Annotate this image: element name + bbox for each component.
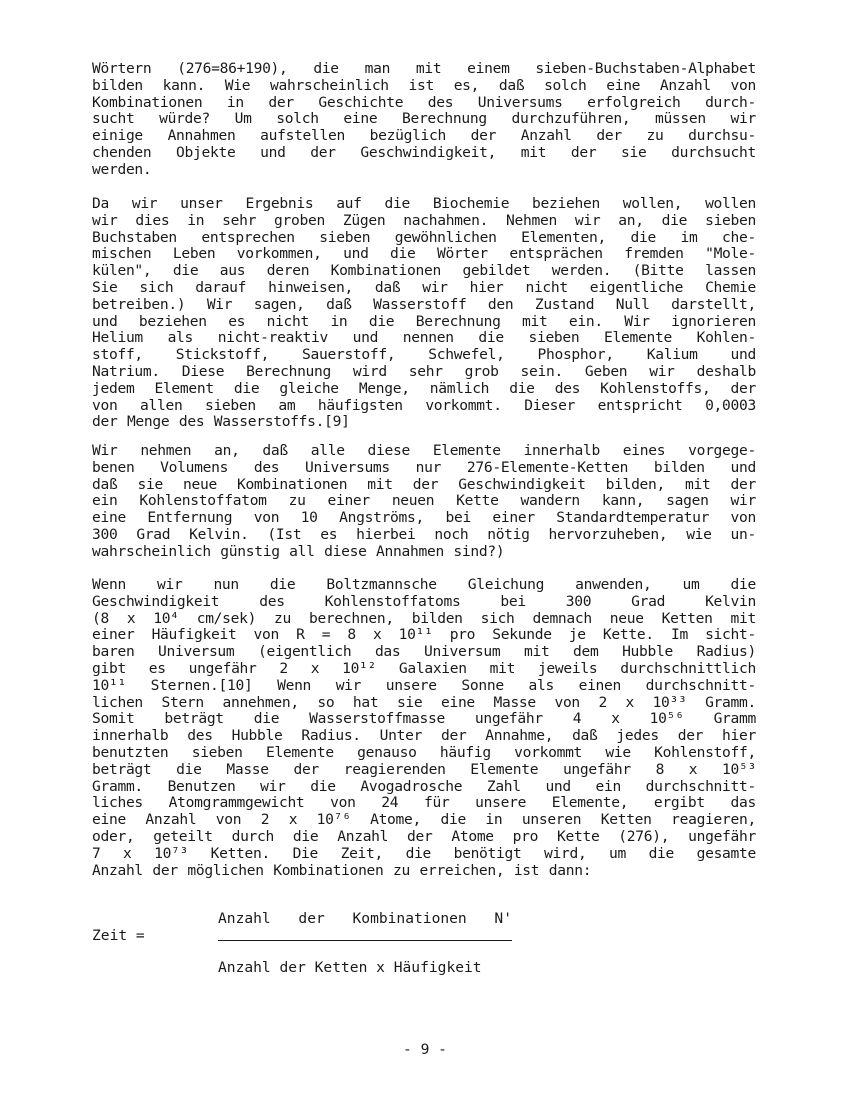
text-line: Helium als nicht-reaktiv und nennen die sieben Elemente Kohlen- — [92, 329, 756, 347]
text-line: einer Häufigkeit von R = 8 x 10¹¹ pro Sekunde je Kette. Im sicht- — [92, 626, 756, 644]
text-line: Natrium. Diese Berechnung wird sehr grob sein. Geben wir deshalb — [92, 362, 756, 380]
text-line: mischen Leben vorkommen, und die Wörter entsprächen fremden "Mole- — [92, 245, 756, 263]
text-line: (8 x 10⁴ cm/sek) zu berechnen, bilden sich demnach neue Ketten mit — [92, 609, 756, 627]
text-line: Da wir unser Ergebnis auf die Biochemie beziehen wollen, wollen — [92, 195, 756, 212]
text-line: Kombinationen in der Geschichte des Universums erfolgreich durch- — [92, 93, 756, 111]
text-line: beträgt die Masse der reagierenden Elemente ungefähr 8 x 10⁵³ — [92, 760, 756, 778]
formula-label: Zeit = — [92, 927, 145, 944]
text-line: gibt es ungefähr 2 x 10¹² Galaxien mit jeweils durchschnittlich — [92, 659, 756, 677]
text-line: wir dies in sehr groben Zügen nachahmen. Nehmen wir an, die sieben — [92, 211, 756, 229]
text-line: oder, geteilt durch die Anzahl der Atome pro Kette (276), ungefähr — [92, 827, 756, 845]
fraction-rule — [218, 940, 512, 941]
text-line: baren Universum (eigentlich das Universum mit dem Hubble Radius) — [92, 643, 756, 661]
paragraph-boltzmann — [92, 577, 756, 879]
text-line: Wenn wir nun die Boltzmannsche Gleichung anwenden, um die — [92, 576, 756, 593]
text-line: külen", die aus deren Kombinationen gebildet werden. (Bitte lassen — [92, 262, 756, 280]
text-line: Anzahl der möglichen Kombinationen zu erreichen, ist dann: — [92, 861, 592, 879]
text-line: jedem Element die gleiche Menge, nämlich die des Kohlenstoffs, der — [92, 379, 756, 397]
text-line: daß sie neue Kombinationen mit der Geschwindigkeit bilden, mit der — [92, 475, 756, 493]
text-line: innerhalb des Hubble Radius. Unter der Annahme, daß jedes der hier — [92, 727, 756, 745]
text-line: eine Entfernung von 10 Angströms, bei einer Standardtemperatur von — [92, 509, 756, 527]
paragraph-biochemistry — [92, 196, 756, 431]
formula-numerator: Anzahl der Kombinationen N' — [218, 910, 512, 927]
text-line: benen Volumens des Universums nur 276-Elemente-Ketten bilden und — [92, 458, 756, 476]
text-line: sucht würde? Um solch eine Berechnung durchzuführen, müssen wir — [92, 110, 756, 128]
text-line: Gramm. Benutzen wir die Avogadrosche Zahl und ein durchschnitt- — [92, 777, 756, 795]
paragraph-continuation — [92, 61, 756, 179]
text-line: 7 x 10⁷³ Ketten. Die Zeit, die benötigt wird, um die gesamte — [92, 844, 756, 862]
text-line: Wörtern (276=86+190), die man mit einem sieben-Buchstaben-Alphabet — [92, 60, 756, 77]
text-line: 10¹¹ Sternen.[10] Wenn wir unsere Sonne als einen durchschnitt- — [92, 676, 756, 694]
text-line: benutzten sieben Elemente genauso häufig vorkommt wie Kohlenstoff, — [92, 743, 756, 761]
text-line: Wir nehmen an, daß alle diese Elemente innerhalb eines vorgege- — [92, 442, 756, 459]
text-line: bilden kann. Wie wahrscheinlich ist es, daß solch eine Anzahl von — [92, 76, 756, 94]
page-number: - 9 - — [403, 1041, 447, 1058]
text-line: betreiben.) Wir sagen, daß Wasserstoff den Zustand Null darstellt, — [92, 295, 756, 313]
paragraph-assumptions — [92, 443, 756, 561]
text-line: eine Anzahl von 2 x 10⁷⁶ Atome, die in unseren Ketten reagieren, — [92, 811, 756, 829]
text-line: der Menge des Wasserstoffs.[9] — [92, 413, 350, 431]
text-line: ein Kohlenstoffatom zu einer neuen Kette wandern kann, sagen wir — [92, 492, 756, 510]
text-line: von allen sieben am häufigsten vorkommt. Dieser entspricht 0,0003 — [92, 396, 756, 414]
text-line: Sie sich darauf hinweisen, daß wir hier nicht eigentliche Chemie — [92, 278, 756, 296]
text-line: und beziehen es nicht in die Berechnung mit ein. Wir ignorieren — [92, 312, 756, 330]
text-line: Somit beträgt die Wasserstoffmasse ungefähr 4 x 10⁵⁶ Gramm — [92, 710, 756, 728]
text-line: Buchstaben entsprechen sieben gewöhnlichen Elementen, die im che- — [92, 228, 756, 246]
text-line: 300 Grad Kelvin. (Ist es hierbei noch nötig hervorzuheben, wie un- — [92, 525, 756, 543]
text-line: stoff, Stickstoff, Sauerstoff, Schwefel, Phosphor, Kalium und — [92, 346, 756, 364]
text-line: lichen Stern annehmen, so hat sie eine Masse von 2 x 10³³ Gramm. — [92, 693, 756, 711]
text-line: liches Atomgrammgewicht von 24 für unsere Elemente, ergibt das — [92, 794, 756, 812]
text-line: wahrscheinlich günstig all diese Annahmen sind?) — [92, 542, 505, 560]
formula-denominator: Anzahl der Ketten x Häufigkeit — [218, 959, 482, 976]
text-line: einige Annahmen aufstellen bezüglich der Anzahl der zu durchsu- — [92, 127, 756, 145]
text-line: chenden Objekte und der Geschwindigkeit, mit der sie durchsucht — [92, 143, 756, 161]
text-line: werden. — [92, 160, 152, 178]
text-line: Geschwindigkeit des Kohlenstoffatoms bei 300 Grad Kelvin — [92, 592, 756, 610]
